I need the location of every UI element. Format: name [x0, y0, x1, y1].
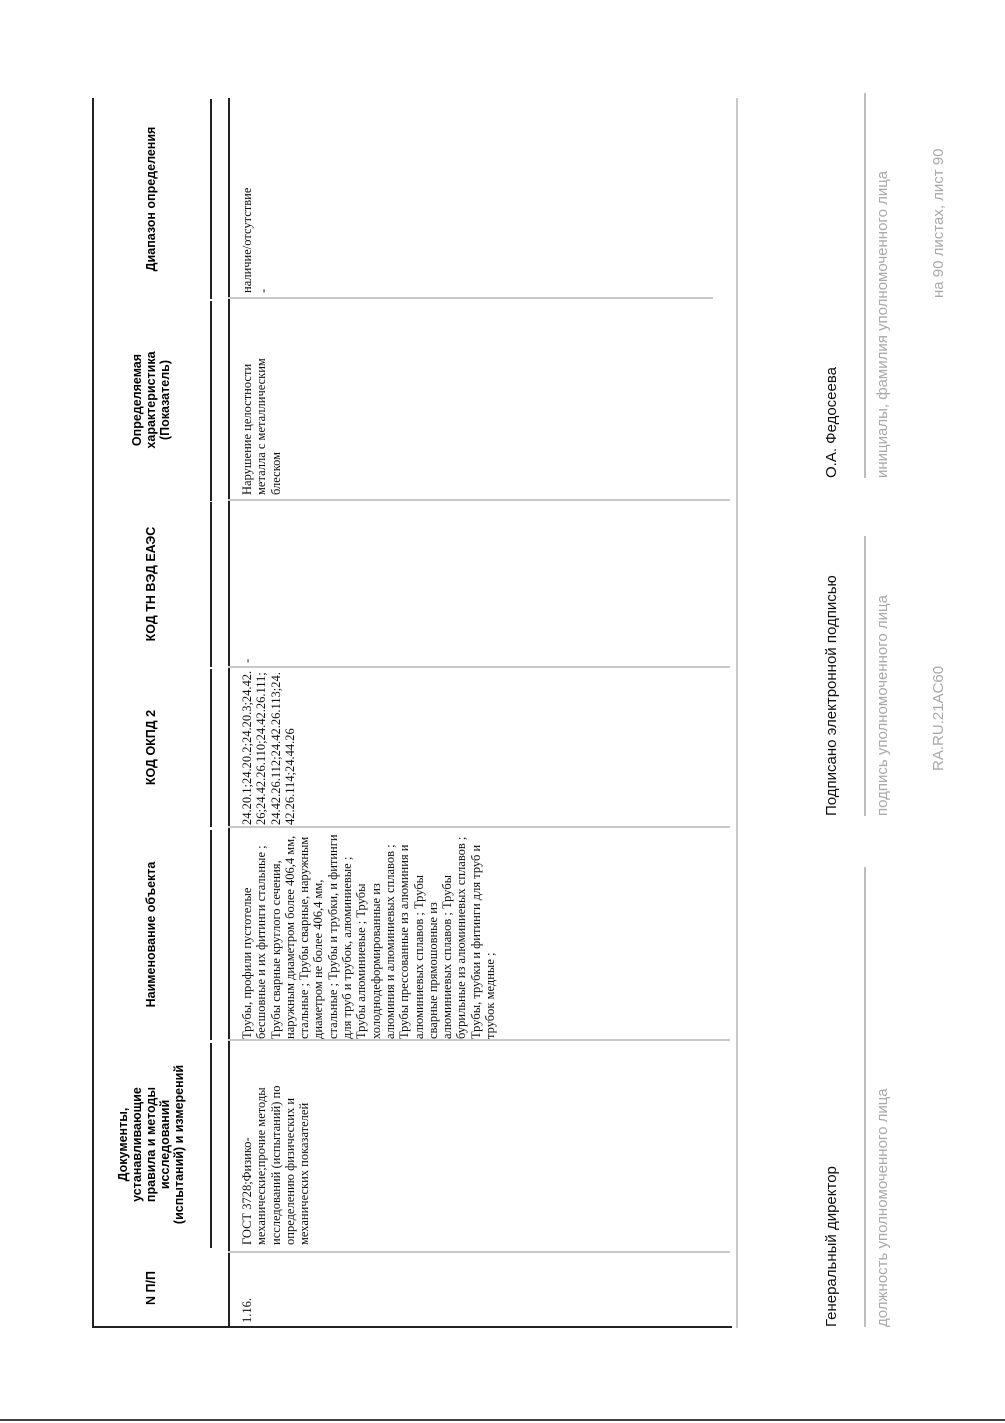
table-left-border	[92, 1326, 732, 1328]
header-bottom-segment	[210, 1043, 212, 1248]
position-title: Генеральный директор	[823, 1166, 840, 1327]
col-divider	[228, 297, 713, 299]
position-underline	[864, 867, 866, 1327]
header-okpd: КОД ОКПД 2	[144, 709, 158, 786]
header-bottom-segment	[210, 99, 212, 299]
header-bottom-segment	[210, 502, 212, 667]
row-tnved: -	[240, 658, 254, 663]
header-tnved: КОД ТН ВЭД ЕАЭС	[144, 526, 158, 642]
row-characteristic: Нарушение целостности металла с металлическим блеском	[240, 358, 283, 495]
body-top-border	[228, 98, 230, 1328]
row-number: 1.16.	[240, 1298, 254, 1323]
row-range-value: наличие/отсутствие	[240, 187, 254, 293]
col-divider	[228, 666, 730, 668]
col-divider	[228, 1251, 730, 1253]
col-divider	[228, 826, 730, 828]
header-docs: Документы, устанавливающие правила и методы исследований (испытаний) и измерений	[116, 1064, 186, 1225]
position-caption: должность уполномоченного лица	[874, 1088, 891, 1327]
header-bottom-segment	[210, 301, 212, 501]
header-num: N П/П	[144, 1271, 158, 1305]
table-bottom-border	[736, 98, 738, 1328]
row-okpd: 24.20.1;24.20.2;24.20.3;24.42.26;24.42.26.110;24.42.26.111;24.42.26.112;24.42.26.113;24.42.26.114;24.44.26	[240, 670, 297, 825]
header-range: Диапазон определения	[144, 126, 158, 272]
row-range-dash: -	[256, 288, 270, 293]
col-divider	[228, 1039, 730, 1041]
signer-name: О.А. Федосеева	[823, 366, 840, 478]
signature-caption: подпись уполномоченного лица	[874, 595, 891, 816]
page-bottom-rule	[0, 1419, 1005, 1421]
header-bottom-segment	[210, 830, 212, 1040]
col-divider	[228, 499, 730, 501]
name-caption: инициалы, фамилия уполномоченного лица	[874, 170, 891, 478]
header-characteristic: Определяемая характеристика (Показатель)	[130, 351, 172, 449]
row-docs: ГОСТ 3728;Физико-механические;прочие методы исследований (испытаний) по определению физических и механических показателей	[240, 1085, 312, 1245]
sheet-info: на 90 листах, лист 90	[930, 148, 947, 298]
row-object-name: Трубы, профили пустотелые бесшовные и их фитинги стальные ; Трубы сварные круглого сечения, наружным диаметром более 406,4 мм, стальные ; Трубы сварные, наружным диаметром не более 406,4 мм, стальные ; Трубы и трубки, и фитинги для труб и трубок, алюминиевые ; Трубы алюминиевые ; Трубы холоднодеформированные из алюминия и алюминиевых сплавов ; Трубы прессованные из алюминия и алюминиевых сплавов ; Трубы сварные прямошовные из алюминиевых сплавов ; Трубы бурильные из алюминиевых сплавов ; Трубы, трубки и фитинги для труб и трубок медные ;	[240, 834, 498, 1039]
header-bottom-segment	[210, 669, 212, 827]
table-top-border	[92, 98, 94, 1328]
signature-underline	[864, 536, 866, 816]
cert-number: RA.RU.21AC60	[930, 665, 947, 771]
header-object-name: Наименование объекта	[144, 861, 158, 1008]
name-underline	[864, 93, 866, 478]
signature-text: Подписано электронной подписью	[823, 575, 840, 816]
